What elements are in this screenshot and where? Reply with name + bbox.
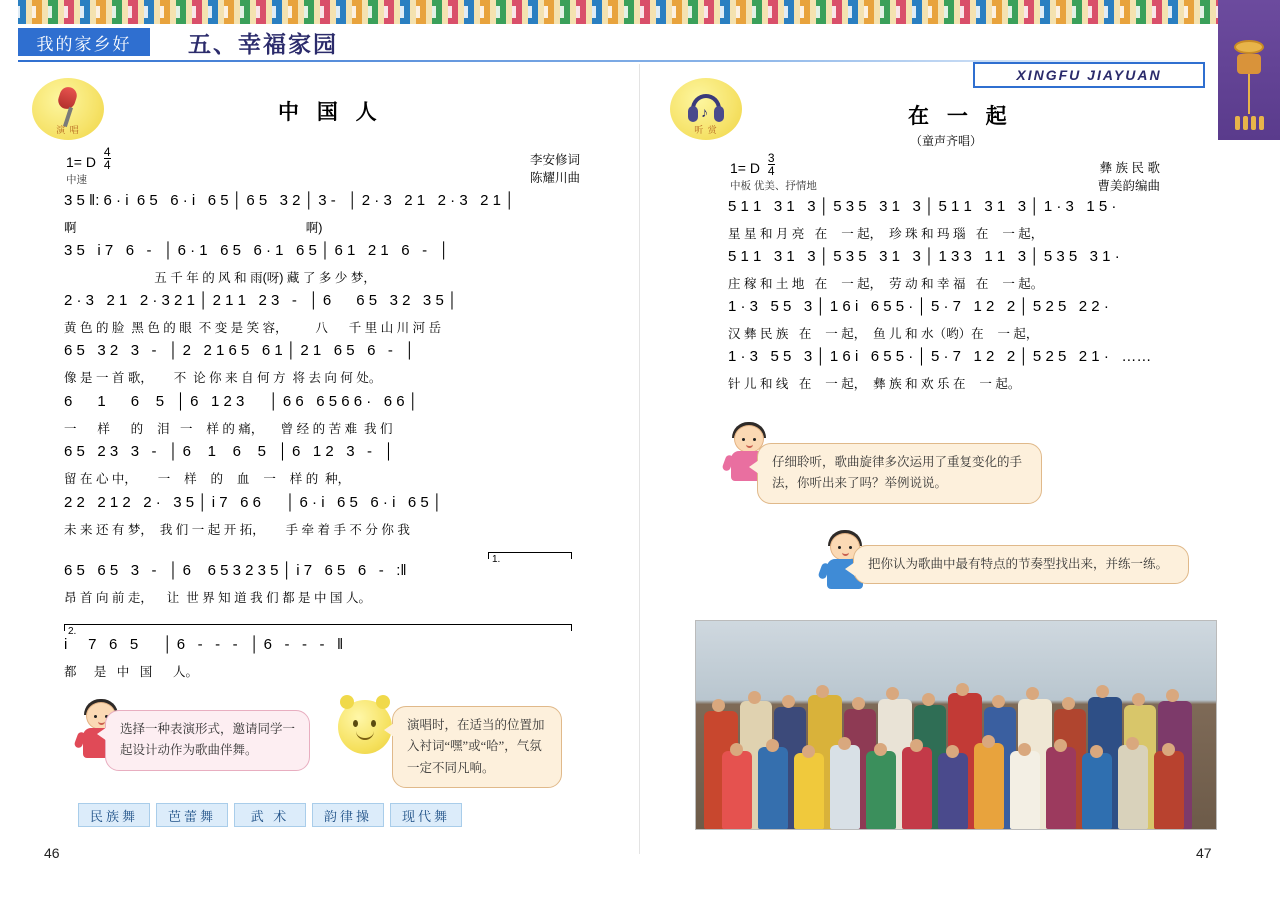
right-meter-numerator: 3 bbox=[767, 151, 775, 165]
left-system-7-lyrics: 未 来 还 有 梦， 我 们 一 起 开 拓， 手 牵 着 手 不 分 你 我 bbox=[64, 523, 410, 537]
bubble-left-1-text: 选择一种表演形式，邀请同学一起设计动作为歌曲伴舞。 bbox=[120, 722, 296, 758]
left-system-1-lyrics: 啊 啊) bbox=[64, 221, 323, 235]
top-border-left-gap bbox=[0, 0, 18, 24]
unit-pinyin-box: XINGFU JIAYUAN bbox=[973, 62, 1205, 88]
page-number-left: 46 bbox=[44, 845, 60, 861]
left-credit-1: 李安修词 bbox=[529, 153, 580, 167]
sing-badge bbox=[32, 78, 104, 140]
right-system-2-lyrics: 庄 稼 和 土 地 在 一 起， 劳 动 和 幸 福 在 一 起。 bbox=[728, 277, 1044, 291]
left-system-8 bbox=[64, 562, 584, 608]
first-ending-label: 1. bbox=[492, 554, 501, 565]
right-key-text: 1= D bbox=[730, 160, 760, 176]
bubble-left-2 bbox=[392, 706, 562, 788]
dance-tag-2[interactable]: 武 术 bbox=[234, 803, 306, 827]
first-ending-bracket bbox=[488, 552, 572, 559]
left-system-3-lyrics: 黄 色 的 脸 黑 色 的 眼 不 变 是 笑 容， 八 千 里 山 川 河 岳 bbox=[64, 321, 442, 335]
left-system-3-notes: 2 · 3 2 1 2 · 3 2 1 │ 2 1 1 2 3 - │ 6 6 5 3 2 3 5 │ bbox=[64, 292, 458, 309]
dance-tag-0[interactable]: 民族舞 bbox=[78, 803, 150, 827]
right-system-2 bbox=[728, 248, 1168, 294]
left-system-5-lyrics: 一 样 的 泪 一 样 的 痛， 曾 经 的 苦 难 我 们 bbox=[64, 422, 393, 436]
right-system-4 bbox=[728, 348, 1168, 394]
left-meter-numerator: 4 bbox=[103, 145, 111, 159]
left-system-1-notes: 3 5 ‖: 6 · i 6 5 6 · i 6 5 │ 6 5 3 2 │ 3 - │ 2 · 3 2 1 2 · 3 2 1 │ bbox=[64, 192, 515, 209]
bubble-right-1-text: 仔细聆听，歌曲旋律多次运用了重复变化的手法，你听出来了吗？举例说说。 bbox=[772, 455, 1023, 491]
left-system-3 bbox=[64, 292, 584, 338]
second-ending-label: 2. bbox=[68, 626, 77, 637]
ethnic-ornament-icon bbox=[1234, 40, 1264, 130]
right-system-1-notes: 5 1 1 3 1 3 │ 5 3 5 3 1 3 │ 5 1 1 3 1 3 │ 1 · 3 1 5 · bbox=[728, 198, 1117, 215]
right-song-subtitle: （童声齐唱） bbox=[910, 134, 983, 148]
sing-badge-label: 演 唱 bbox=[56, 125, 80, 135]
page-number-right: 47 bbox=[1196, 845, 1212, 861]
unit-title: 五、幸福家园 bbox=[188, 31, 338, 57]
left-credit-2: 陈耀川曲 bbox=[529, 171, 580, 185]
right-system-2-notes: 5 1 1 3 1 3 │ 5 3 5 3 1 3 │ 1 3 3 1 1 3 │ 5 3 5 3 1 · bbox=[728, 248, 1120, 265]
right-tempo: 中板 优美、抒情地 bbox=[730, 180, 817, 192]
left-system-5 bbox=[64, 393, 584, 439]
left-system-1 bbox=[64, 192, 584, 238]
left-system-2 bbox=[64, 242, 584, 288]
dance-tag-4[interactable]: 现代舞 bbox=[390, 803, 462, 827]
headphones-icon: ♪ bbox=[688, 94, 724, 124]
bubble-left-2-text: 演唱时，在适当的位置加入衬词“嘿”或“哈”，气氛一定不同凡响。 bbox=[407, 718, 545, 775]
photo-crowd bbox=[696, 621, 1216, 829]
left-system-9 bbox=[64, 636, 584, 682]
left-system-4-lyrics: 像 是 一 首 歌， 不 论 你 来 自 何 方 将 去 向 何 处。 bbox=[64, 371, 382, 385]
purple-corner-panel bbox=[1218, 0, 1280, 140]
left-system-2-lyrics: 五 千 年 的 风 和 雨(呀) 藏 了 多 少 梦， bbox=[64, 271, 376, 285]
listen-badge-label: 听 赏 bbox=[694, 125, 718, 135]
left-system-8-lyrics: 昂 首 向 前 走， 让 世 界 知 道 我 们 都 是 中 国 人。 bbox=[64, 591, 371, 605]
right-song-title: 在 一 起 bbox=[908, 105, 1013, 128]
right-credit-2: 曹美韵编曲 bbox=[1097, 179, 1160, 193]
right-system-1 bbox=[728, 198, 1168, 244]
bubble-left-1 bbox=[105, 710, 310, 771]
dance-tag-1[interactable]: 芭蕾舞 bbox=[156, 803, 228, 827]
left-system-5-notes: 6 1 6 5 │ 6 1 2 3 │ 6 6 6 5 6 6 · 6 6 │ bbox=[64, 393, 419, 410]
right-system-3-lyrics: 汉 彝 民 族 在 一 起， 鱼 儿 和 水（哟）在 一 起， bbox=[728, 327, 1039, 341]
left-song-title: 中 国 人 bbox=[278, 101, 383, 124]
left-key-signature bbox=[66, 146, 111, 171]
left-system-6-notes: 6 5 2 3 3 - │ 6 1 6 5 │ 6 1 2 3 - │ bbox=[64, 443, 394, 460]
decorative-top-border bbox=[0, 0, 1280, 24]
right-system-4-notes: 1 · 3 5 5 3 │ 1 6 i 6 5 5 · │ 5 · 7 1 2 2 │ 5 2 5 2 1 · …… bbox=[728, 348, 1152, 365]
group-photo bbox=[695, 620, 1217, 830]
second-ending-bracket bbox=[64, 624, 572, 631]
left-tempo: 中速 bbox=[66, 174, 87, 186]
left-system-7 bbox=[64, 494, 584, 540]
right-system-3-notes: 1 · 3 5 5 3 │ 1 6 i 6 5 5 · │ 5 · 7 1 2 2 │ 5 2 5 2 2 · bbox=[728, 298, 1109, 315]
left-system-9-notes: i 7 6 5 │ 6 - - - │ 6 - - - ‖ bbox=[64, 636, 344, 653]
right-system-4-lyrics: 针 儿 和 线 在 一 起， 彝 族 和 欢 乐 在 一 起。 bbox=[728, 377, 1021, 391]
left-meter-denominator: 4 bbox=[103, 158, 111, 172]
bubble-right-2 bbox=[853, 545, 1189, 584]
dance-tag-3[interactable]: 韵律操 bbox=[312, 803, 384, 827]
right-credit-1: 彝 族 民 歌 bbox=[1099, 161, 1160, 175]
right-key-signature bbox=[730, 152, 775, 177]
bubble-right-1 bbox=[757, 443, 1042, 504]
left-system-8-notes: 6 5 6 5 3 - │ 6 6 5 3 2 3 5 │ i 7 6 5 6 - :‖ bbox=[64, 562, 407, 579]
bubble-right-2-text: 把你认为歌曲中最有特点的节奏型找出来，并练一练。 bbox=[868, 557, 1169, 571]
left-system-4-notes: 6 5 3 2 3 - │ 2 2 1 6 5 6 1 │ 2 1 6 5 6 - │ bbox=[64, 342, 415, 359]
left-system-2-notes: 3 5 i 7 6 - │ 6 · 1 6 5 6 · 1 6 5 │ 6 1 2 1 6 - │ bbox=[64, 242, 449, 259]
left-system-9-lyrics: 都 是 中 国 人。 bbox=[64, 665, 199, 679]
right-system-1-lyrics: 星 星 和 月 亮 在 一 起， 珍 珠 和 玛 瑙 在 一 起， bbox=[728, 227, 1044, 241]
left-system-7-notes: 2 2 2 1 2 2 · 3 5 │ i 7 6 6 │ 6 · i 6 5 6 · i 6 5 │ bbox=[64, 494, 443, 511]
right-system-3 bbox=[728, 298, 1168, 344]
left-system-4 bbox=[64, 342, 584, 388]
left-key-text: 1= D bbox=[66, 154, 96, 170]
right-meter-denominator: 4 bbox=[767, 164, 775, 178]
left-system-6-lyrics: 留 在 心 中， 一 样 的 血 一 样 的 种， bbox=[64, 472, 351, 486]
listen-badge bbox=[670, 78, 742, 140]
page-divider bbox=[639, 64, 640, 854]
book-label: 我的家乡好 bbox=[18, 28, 150, 56]
left-system-6 bbox=[64, 443, 584, 489]
